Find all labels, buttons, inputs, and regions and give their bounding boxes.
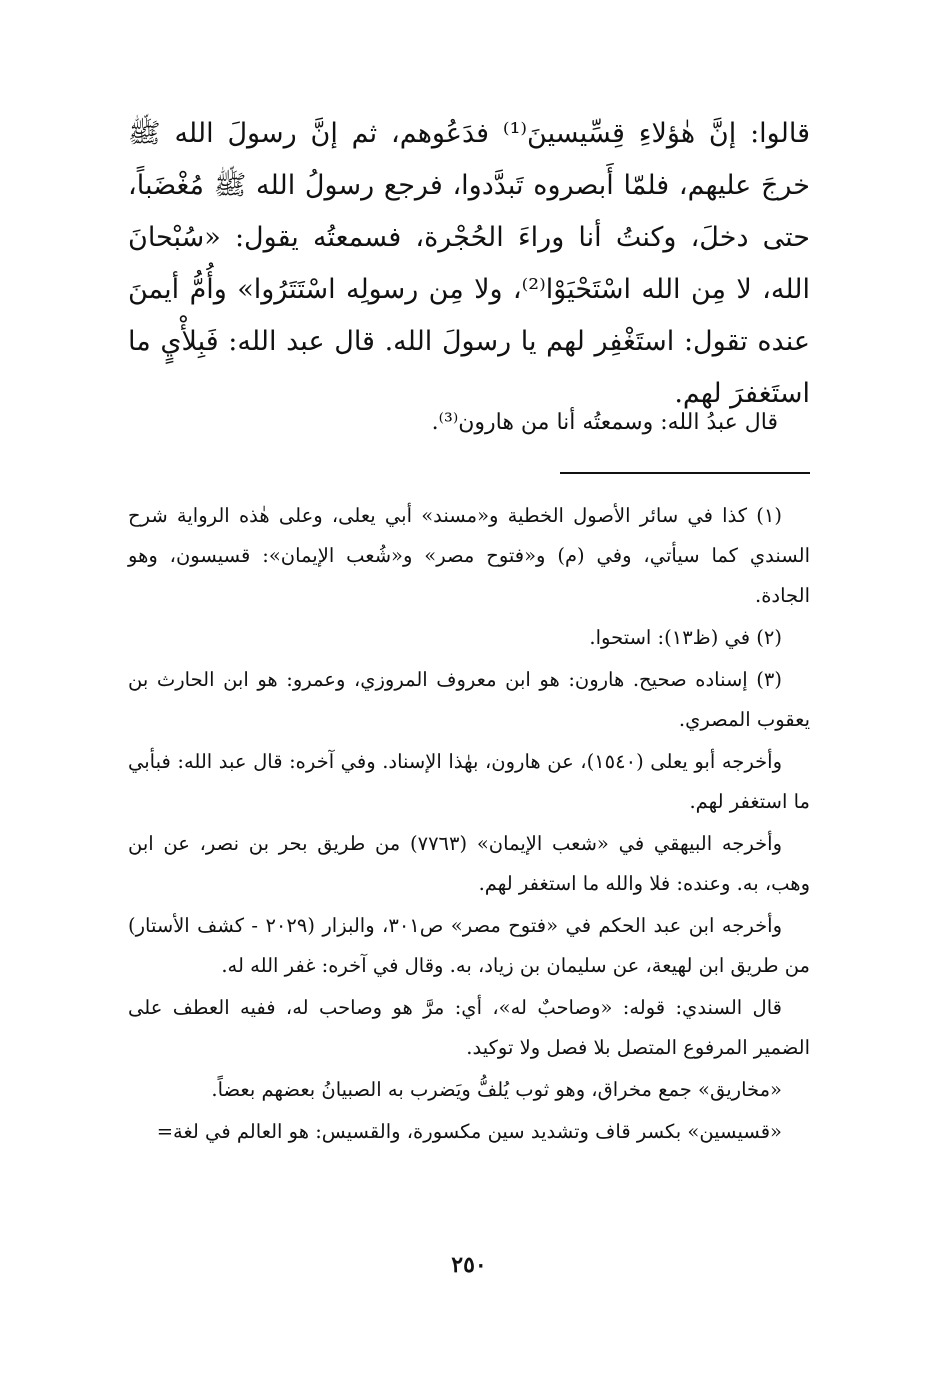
footnote-paragraph: وأخرجه أبو يعلى (١٥٤٠)، عن هارون، بهٰذا الإسناد. وفي آخره: قال عبد الله: فبأبي ما استغفر لهم. — [128, 750, 810, 813]
footnote-separator — [560, 472, 810, 474]
footnotes-block — [128, 496, 810, 1154]
footnote-paragraph: «مخاريق» جمع مخراق، وهو ثوب يُلفُّ ويَضرب به الصبيانُ بعضهم بعضاً. — [211, 1078, 782, 1101]
page-number: ٢٥٠ — [451, 1252, 487, 1278]
footnote-2: (٢) في (ظ١٣): استحوا. — [589, 626, 782, 649]
footnote-paragraph: «قسيسين» بكسر قاف وتشديد سين مكسورة، والقسيس: هو العالم في لغة= — [156, 1120, 782, 1143]
footnote-1: (١) كذا في سائر الأصول الخطية و«مسند» أبي يعلى، وعلى هٰذه الرواية شرح السندي كما سيأتي، وفي (م) و«فتوح مصر» و«شُعب الإيمان»: قسيسون، وهو الجادة. — [128, 504, 810, 607]
main-paragraph: قالوا: إنَّ هٰؤلاءِ قِسِّيسينَ⁽¹⁾ فدَعُوهم، ثم إنَّ رسولَ الله ﷺ خرجَ عليهم، فلمّا أَبصروه تَبدَّدوا، فرجع رسولُ الله ﷺ مُغْضَباً، حتى دخلَ، وكنتُ أنا وراءَ الحُجْرة، فسمعتُه يقول: «سُبْحانَ الله، لا مِن الله اسْتَحْيَوْا⁽²⁾، ولا مِن رسولِه اسْتَتَرُوا» وأُمُّ أيمنَ عنده تقول: استَغْفِر لهم يا رسولَ الله. قال عبد الله: فَبِلأْيٍ ما استَغفرَ لهم. — [128, 118, 810, 409]
main-closing-line: قال عبدُ الله: وسمعتُه أنا من هارون⁽³⁾. — [431, 410, 778, 435]
footnote-paragraph: وأخرجه ابن عبد الحكم في «فتوح مصر» ص٣٠١، والبزار (٢٠٢٩ - كشف الأستار) من طريق ابن لهيعة، عن سليمان بن زياد، به. وقال في آخره: غفر الله له. — [128, 914, 810, 977]
main-text-block — [128, 108, 810, 420]
footnote-3: (٣) إسناده صحيح. هارون: هو ابن معروف المروزي، وعمرو: هو ابن الحارث بن يعقوب المصري. — [128, 668, 810, 731]
footnote-paragraph: وأخرجه البيهقي في «شعب الإيمان» (٧٧٦٣) من طريق بحر بن نصر، عن ابن وهب، به. وعنده: فلا والله ما استغفر لهم. — [128, 832, 810, 895]
footnote-paragraph: قال السندي: قوله: «وصاحبٌ له»، أي: مرَّ هو وصاحب له، ففيه العطف على الضمير المرفوع المتصل بلا فصل ولا توكيد. — [128, 996, 810, 1059]
